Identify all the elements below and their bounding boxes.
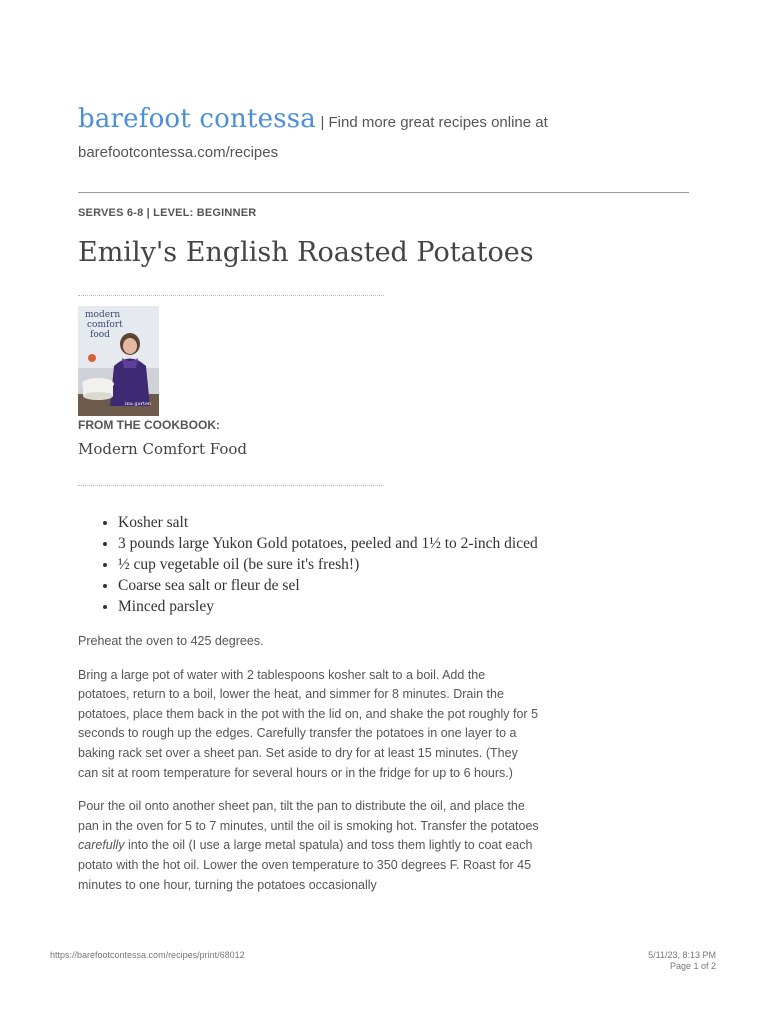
- print-datetime: 5/11/23, 8:13 PM: [648, 950, 716, 960]
- header-tagline: | Find more great recipes online at: [320, 114, 548, 131]
- ingredient-item: • Coarse sea salt or fleur de sel: [118, 575, 538, 596]
- header-divider: [78, 192, 689, 193]
- cover-author: ina garten: [125, 401, 152, 407]
- cookbook-label: FROM THE COOKBOOK:: [78, 418, 220, 432]
- ingredient-item: • Minced parsley: [118, 596, 538, 617]
- ingredients-list: [78, 512, 538, 617]
- direction-step-2: Bring a large pot of water with 2 tablespoons kosher salt to a boil. Add the potatoes, return to a boil, lower the heat, and simmer for 8 minutes. Drain the potatoes, place them back in the pot with the lid on, and shake the pot roughly for 5 seconds to rough up the edges. Carefully transfer the potatoes in one layer to a baking rack set over a sheet pan. Set aside to dry for at least 15 minutes. (They can sit at room temperature for several hours or in the fridge for up to 6 hours.): [78, 667, 539, 780]
- cookbook-cover-image: [78, 306, 159, 416]
- site-header: [78, 104, 548, 164]
- print-footer-url: https://barefootcontessa.com/recipes/print/68012: [50, 950, 245, 960]
- cover-title-line3: food: [90, 330, 110, 340]
- cookbook-cover-art: [78, 306, 159, 416]
- title-divider: [78, 295, 384, 296]
- page-number: Page 1 of 2: [669, 961, 716, 971]
- cookbook-divider: [78, 485, 384, 486]
- ingredient-item: • ½ cup vegetable oil (be sure it's fresh!): [118, 554, 538, 575]
- ingredient-item: • Kosher salt: [118, 512, 538, 533]
- cover-title-line2: comfort: [87, 320, 123, 330]
- direction-step-1: Preheat the oven to 425 degrees.: [78, 634, 264, 648]
- ingredient-item: • 3 pounds large Yukon Gold potatoes, peeled and 1½ to 2-inch diced: [118, 533, 538, 554]
- brand-link[interactable]: barefoot contessa: [78, 104, 316, 134]
- directions: [78, 632, 540, 909]
- direction-step-3-part-b: into the oil (I use a large metal spatula) and toss them lightly to coat each potato with the hot oil. Lower the oven temperature to 350 degrees F. Roast for 45 minutes to one hour, turning the potatoes occasionally: [78, 838, 533, 892]
- recipe-title: Emily's English Roasted Potatoes: [78, 237, 534, 268]
- recipes-url: barefootcontessa.com/recipes: [78, 144, 279, 161]
- direction-step-3-part-a: Pour the oil onto another sheet pan, tilt the pan to distribute the oil, and place the pan in the oven for 5 to 7 minutes, until the oil is smoking hot. Transfer the potatoes: [78, 799, 539, 833]
- print-footer-info: [648, 950, 716, 972]
- direction-step-3-emphasis: carefully: [78, 838, 125, 853]
- cover-title-line1: modern: [85, 310, 121, 320]
- serves-level: SERVES 6-8 | LEVEL: BEGINNER: [78, 207, 257, 219]
- cookbook-name: Modern Comfort Food: [78, 440, 247, 458]
- direction-step-3: [78, 797, 540, 895]
